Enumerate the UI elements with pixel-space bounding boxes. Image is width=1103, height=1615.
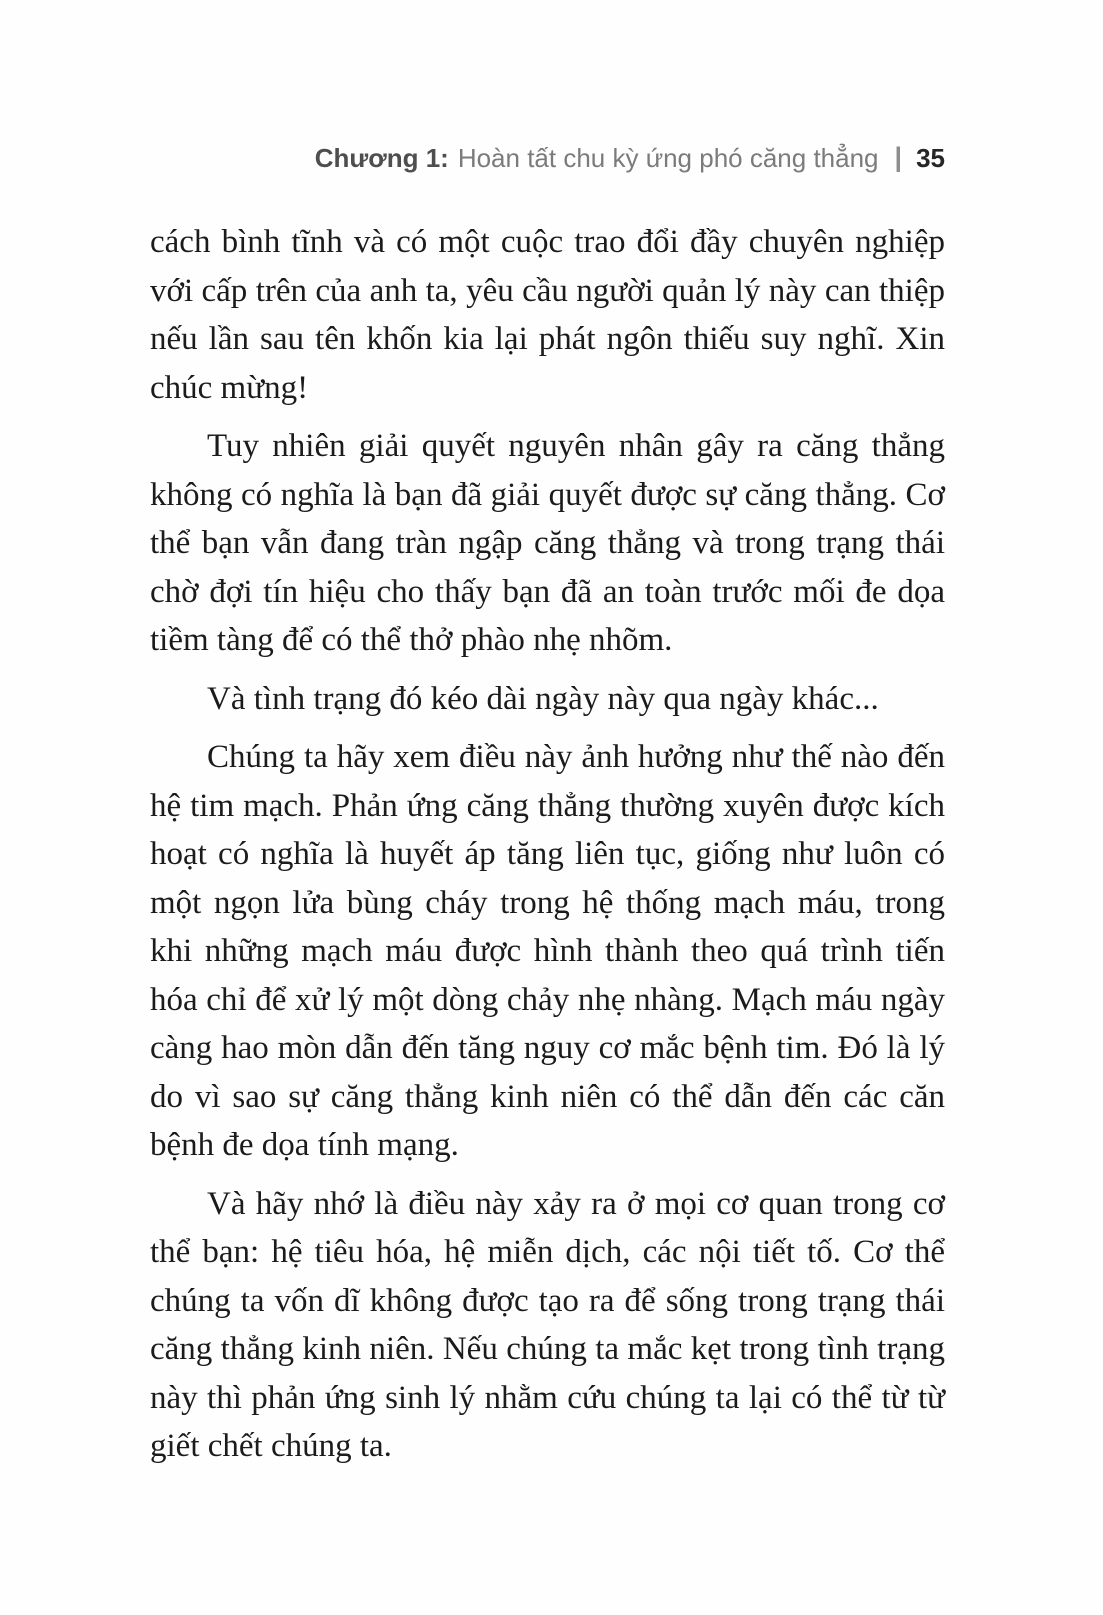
page-number: 35	[916, 143, 945, 173]
paragraph: Và hãy nhớ là điều này xảy ra ở mọi cơ quan trong cơ thể bạn: hệ tiêu hóa, hệ miễn dịch, các nội tiết tố. Cơ thể chúng ta vốn dĩ không được tạo ra để sống trong trạng thái căng thẳng kinh niên. Nếu chúng ta mắc kẹt trong tình trạng này thì phản ứng sinh lý nhằm cứu chúng ta lại có thể từ từ giết chết chúng ta.	[150, 1185, 945, 1464]
chapter-title: Hoàn tất chu kỳ ứng phó căng thẳng	[457, 143, 879, 173]
page-content-column	[150, 141, 945, 1481]
paragraph: Tuy nhiên giải quyết nguyên nhân gây ra căng thẳng không có nghĩa là bạn đã giải quyết được sự căng thẳng. Cơ thể bạn vẫn đang tràn ngập căng thẳng và trong trạng thái chờ đợi tín hiệu cho thấy bạn đã an toàn trước mối đe dọa tiềm tàng để có thể thở phào nhẹ nhõm.	[150, 428, 945, 658]
header-divider: |	[894, 142, 903, 172]
paragraph: Và tình trạng đó kéo dài ngày này qua ngày khác...	[207, 680, 879, 717]
paragraph: Chúng ta hãy xem điều này ảnh hưởng như thế nào đến hệ tim mạch. Phản ứng căng thẳng thường xuyên được kích hoạt có nghĩa là huyết áp tăng liên tục, giống như luôn có một ngọn lửa bùng cháy trong hệ thống mạch máu, trong khi những mạch máu được hình thành theo quá trình tiến hóa chỉ để xử lý một dòng chảy nhẹ nhàng. Mạch máu ngày càng hao mòn dẫn đến tăng nguy cơ mắc bệnh tim. Đó là lý do vì sao sự căng thẳng kinh niên có thể dẫn đến các căn bệnh đe dọa tính mạng.	[150, 739, 945, 1163]
running-header	[150, 141, 945, 175]
page-body	[150, 218, 945, 1471]
paragraph: cách bình tĩnh và có một cuộc trao đổi đầy chuyên nghiệp với cấp trên của anh ta, yêu cầu người quản lý này can thiệp nếu lần sau tên khốn kia lại phát ngôn thiếu suy nghĩ. Xin chúc mừng!	[150, 224, 945, 406]
chapter-label: Chương 1:	[314, 143, 449, 173]
